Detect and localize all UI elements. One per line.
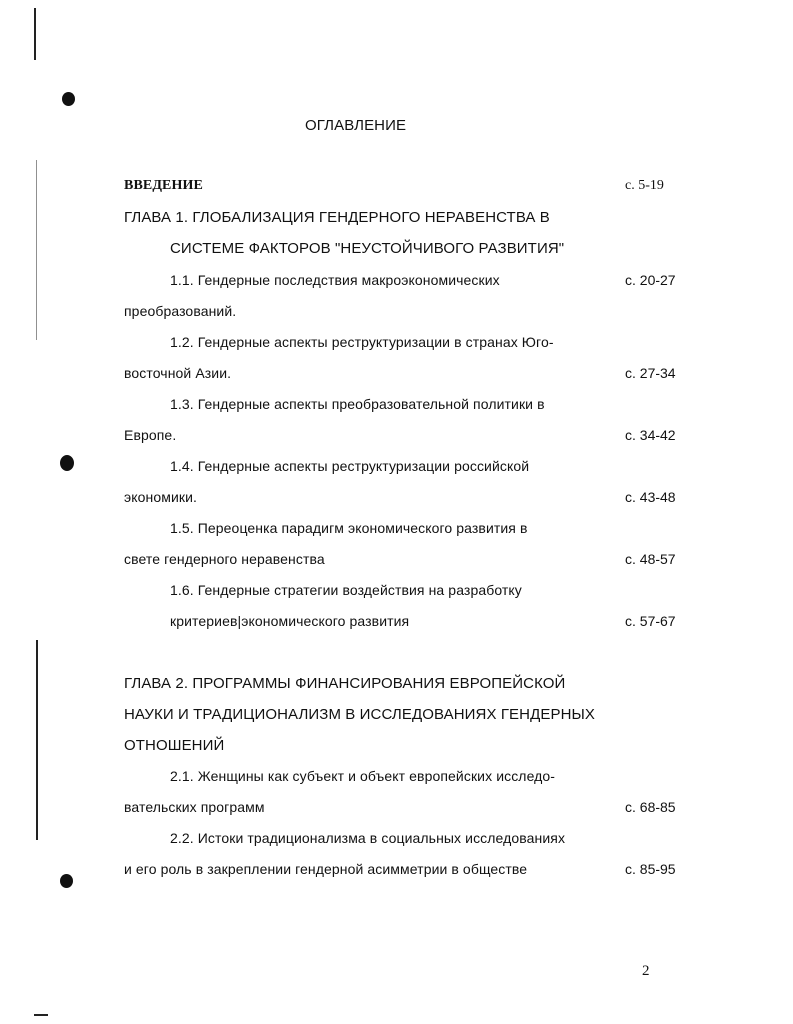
section-1-1-pages: с. 20-27	[625, 272, 676, 288]
section-1-6-pages: с. 57-67	[625, 613, 676, 629]
section-2-2-line1: 2.2. Истоки традиционализма в социальных исследованиях	[170, 830, 566, 846]
scan-edge-left-2	[36, 160, 37, 340]
section-1-5-line2: свете гендерного неравенства	[124, 551, 325, 567]
chapter1-heading-line1: ГЛАВА 1. ГЛОБАЛИЗАЦИЯ ГЕНДЕРНОГО НЕРАВЕНСТВА В	[124, 209, 550, 226]
scan-edge-bottom	[34, 1014, 48, 1016]
scan-edge-left	[34, 8, 36, 60]
section-1-3-line1: 1.3. Гендерные аспекты преобразовательной политики в	[170, 396, 545, 412]
punch-hole-mark	[62, 92, 75, 106]
section-1-1-line2: преобразований.	[124, 303, 237, 319]
section-1-4-line2: экономики.	[124, 489, 198, 505]
punch-hole-mark	[60, 874, 73, 888]
chapter2-heading-line2: НАУКИ И ТРАДИЦИОНАЛИЗМ В ИССЛЕДОВАНИЯХ ГЕНДЕРНЫХ	[124, 706, 595, 723]
section-1-6-line2: критериев|экономического развития	[170, 613, 410, 629]
chapter2-heading-line3: ОТНОШЕНИЙ	[124, 737, 225, 754]
section-1-5-line1: 1.5. Переоценка парадигм экономического развития в	[170, 520, 528, 536]
section-2-1-line1: 2.1. Женщины как субъект и объект европейских исследо-	[170, 768, 556, 784]
chapter2-heading-line1: ГЛАВА 2. ПРОГРАММЫ ФИНАНСИРОВАНИЯ ЕВРОПЕЙСКОЙ	[124, 675, 566, 692]
chapter1-heading-line2: СИСТЕМЕ ФАКТОРОВ "НЕУСТОЙЧИВОГО РАЗВИТИЯ"	[170, 240, 565, 257]
section-1-1-line1: 1.1. Гендерные последствия макроэкономических	[170, 272, 500, 288]
section-1-4-line1: 1.4. Гендерные аспекты реструктуризации российской	[170, 458, 530, 474]
section-1-2-line2: восточной Азии.	[124, 365, 232, 381]
page-title: ОГЛАВЛЕНИЕ	[305, 117, 407, 134]
section-2-2-line2: и его роль в закреплении гендерной асимметрии в обществе	[124, 861, 528, 877]
section-1-4-pages: с. 43-48	[625, 489, 676, 505]
intro-pages: с. 5-19	[625, 178, 664, 193]
section-1-2-line1: 1.2. Гендерные аспекты реструктуризации в странах Юго-	[170, 334, 554, 350]
section-1-3-line2: Европе.	[124, 427, 177, 443]
section-1-3-pages: с. 34-42	[625, 427, 676, 443]
page-number: 2	[642, 963, 650, 979]
scan-edge-left-3	[36, 640, 38, 840]
punch-hole-mark	[60, 455, 74, 471]
section-2-1-pages: с. 68-85	[625, 799, 676, 815]
section-2-1-line2: вательских программ	[124, 799, 265, 815]
section-1-5-pages: с. 48-57	[625, 551, 676, 567]
section-2-2-pages: с. 85-95	[625, 861, 676, 877]
section-1-2-pages: с. 27-34	[625, 365, 676, 381]
section-1-6-line1: 1.6. Гендерные стратегии воздействия на разработку	[170, 582, 522, 598]
intro-heading: ВВЕДЕНИЕ	[124, 178, 203, 193]
